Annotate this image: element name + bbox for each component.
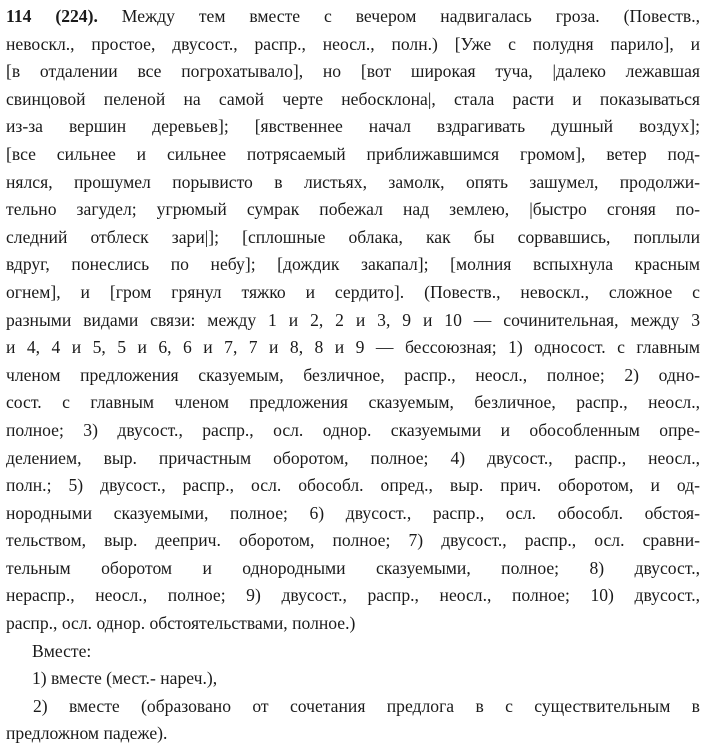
- text-line-5: из-за вершин деревьев]; [явственнее начал вздрагивать душный воздух];: [6, 116, 700, 137]
- text-line-16: полное; 3) двусост., распр., осл. однор. сказуемыми и обособленным опре-: [6, 419, 700, 440]
- tail-item-2-cont: предложном падеже).: [6, 723, 168, 744]
- text-line-13: и 4, 4 и 5, 5 и 6, 6 и 7, 7 и 8, 8 и 9 — бессоюзная; 1) односост. с главным: [6, 337, 700, 358]
- text-line-19: нородными сказуемыми, полное; 6) двусост., распр., осл. обособл. обстоя-: [6, 502, 700, 523]
- text-line-17: делением, выр. причастным оборотом, полное; 4) двусост., распр., неосл.,: [6, 447, 700, 468]
- text-line-7: нялся, прошумел порывисто в листьях, замолк, опять зашумел, продолжи-: [6, 171, 700, 192]
- exercise-text: [6, 3, 700, 748]
- text-line-18: полн.; 5) двусост., распр., осл. обособл. опред., выр. прич. оборотом, и од-: [6, 475, 700, 496]
- text-line-12: разными видами связи: между 1 и 2, 2 и 3, 9 и 10 — сочинительная, между 3: [6, 309, 700, 330]
- text-line-14: членом предложения сказуемым, безличное, распр., неосл., полное; 2) одно-: [6, 364, 700, 385]
- text-line-23: распр., осл. однор. обстоятельствами, полное.): [6, 613, 356, 634]
- tail-heading: Вместе:: [32, 640, 92, 661]
- text-line-6: [все сильнее и сильнее потрясаемый приближавшимся громом], ветер под-: [6, 143, 700, 164]
- text-line-4: свинцовой пеленой на самой черте небосклона|, стала расти и показываться: [6, 88, 700, 109]
- text-line-15: сост. с главным членом предложения сказуемым, безличное, распр., неосл.,: [6, 392, 700, 413]
- text-line-20: тельством, выр. дееприч. оборотом, полное; 7) двусост., распр., осл. сравни-: [6, 530, 700, 551]
- text-line-21: тельным оборотом и однородными сказуемыми, полное; 8) двусост.,: [6, 557, 700, 578]
- text-line-9: следний отблеск зари|]; [сплошные облака, как бы сорвавшись, поплыли: [6, 226, 700, 247]
- text-line-1: 114 (224). Между тем вместе с вечером надвигалась гроза. (Повеств.,: [6, 6, 700, 26]
- text-line-10: вдруг, понеслись по небу]; [дождик закапал]; [молния вспыхнула красным: [6, 254, 700, 275]
- text-line-3: [в отдалении все погрохатывало], но [вот широкая туча, |далеко лежавшая: [6, 61, 700, 82]
- exercise-number: 114 (224).: [6, 6, 98, 26]
- text-line-8: тельно загудел; угрюмый сумрак побежал над землею, |быстро сгоняя по-: [6, 199, 700, 220]
- tail-item-2: 2) вместе (образовано от сочетания предлога в с существительным в: [33, 695, 700, 716]
- tail-item-1: 1) вместе (мест.- нареч.),: [32, 668, 218, 689]
- text-line-11: огнем], и [гром грянул тяжко и сердито]. (Повеств., невоскл., сложное с: [6, 281, 700, 302]
- text-line-2: невоскл., простое, двусост., распр., неосл., полн.) [Уже с полудня парило], и: [6, 33, 700, 54]
- text-line-22: нераспр., неосл., полное; 9) двусост., распр., неосл., полное; 10) двусост.,: [6, 585, 700, 606]
